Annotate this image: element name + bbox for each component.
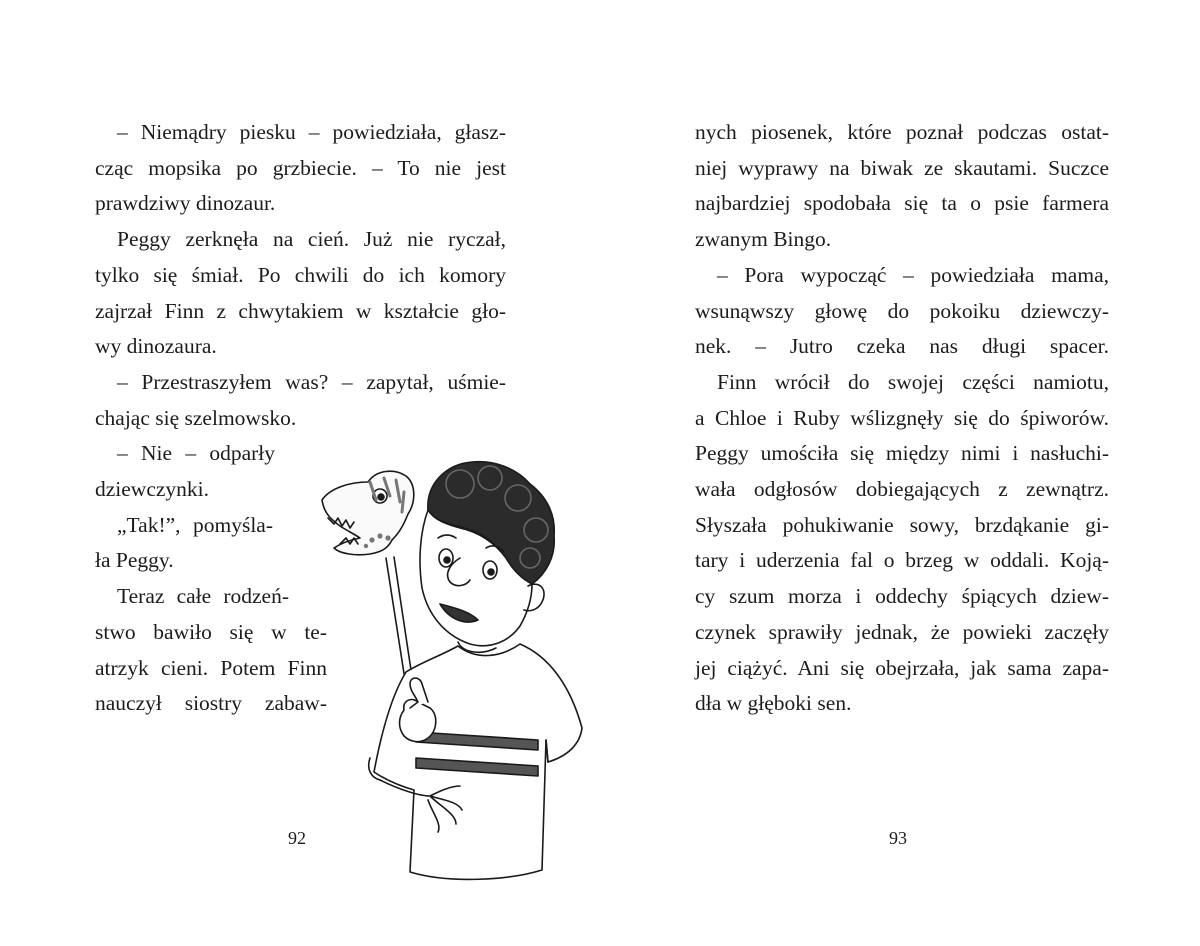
text-line: prawdziwy dinozaur. bbox=[95, 191, 276, 216]
text-line: – Pora wypocząć – powiedziała mama, bbox=[717, 262, 1109, 287]
striped-t-shirt bbox=[374, 642, 582, 879]
boy-with-dino-grabber-illustration bbox=[310, 440, 600, 920]
text-line: wsunąwszy głowę do pokoiku dziewczy- bbox=[695, 298, 1109, 323]
text-line: Peggy umościła się między nimi i nasłuchi- bbox=[695, 441, 1109, 466]
text-line: niej wyprawy na biwak ze skautami. Suczce bbox=[695, 155, 1109, 180]
text-line: nek. – Jutro czeka nas długi spacer. bbox=[695, 334, 1109, 359]
text-line: najbardziej spodobała się ta o psie farmera bbox=[695, 191, 1109, 216]
page-number-right: 93 bbox=[889, 828, 907, 848]
text-line: zajrzał Finn z chwytakiem w kształcie gło- bbox=[95, 298, 506, 323]
text-line: czynek sprawiły jednak, że powieki zaczęły bbox=[695, 619, 1109, 644]
text-line: cy szum morza i oddechy śpiących dziew- bbox=[695, 584, 1109, 609]
text-line: Słyszała pohukiwanie sowy, brzdąkanie gi- bbox=[695, 512, 1109, 537]
text-line: zwanym Bingo. bbox=[695, 227, 832, 252]
text-line: „Tak!”, pomyśla- bbox=[117, 512, 273, 537]
right-page bbox=[600, 0, 1200, 946]
text-line: – Nie – odparły bbox=[117, 441, 275, 466]
text-line: atrzyk cieni. Potem Finn bbox=[95, 655, 327, 680]
dinosaur-head-icon bbox=[322, 471, 414, 555]
text-line: Finn wrócił do swojej części namiotu, bbox=[717, 369, 1109, 394]
text-line: wy dinozaura. bbox=[95, 334, 217, 359]
text-line: – Przestraszyłem was? – zapytał, uśmie- bbox=[117, 369, 506, 394]
text-line: chając się szelmowsko. bbox=[95, 405, 297, 430]
text-line: stwo bawiło się w te- bbox=[95, 619, 327, 644]
text-line: a Chloe i Ruby wślizgnęły się do śpiworów. bbox=[695, 405, 1109, 430]
text-line: jej ciążyć. Ani się obejrzała, jak sama zapa- bbox=[695, 655, 1109, 680]
text-line: ła Peggy. bbox=[95, 548, 174, 573]
page-number-left: 92 bbox=[288, 828, 306, 848]
text-line: dziewczynki. bbox=[95, 477, 210, 501]
text-line: – Niemądry piesku – powiedziała, głasz- bbox=[117, 120, 506, 144]
text-line: Teraz całe rodzeń- bbox=[117, 584, 289, 609]
text-line: tary i uderzenia fal o brzeg w oddali. Koją- bbox=[695, 548, 1109, 573]
text-line: wała odgłosów dobiegających z zewnątrz. bbox=[695, 477, 1109, 501]
text-line: Peggy zerknęła na cień. Już nie ryczał, bbox=[117, 227, 506, 252]
text-line: nych piosenek, które poznał podczas ostat- bbox=[695, 120, 1109, 144]
text-line: cząc mopsika po grzbiecie. – To nie jest bbox=[95, 155, 506, 180]
text-line: dła w głęboki sen. bbox=[695, 691, 852, 716]
text-line: nauczył siostry zabaw- bbox=[95, 691, 327, 716]
text-line: tylko się śmiał. Po chwili do ich komory bbox=[95, 262, 506, 287]
